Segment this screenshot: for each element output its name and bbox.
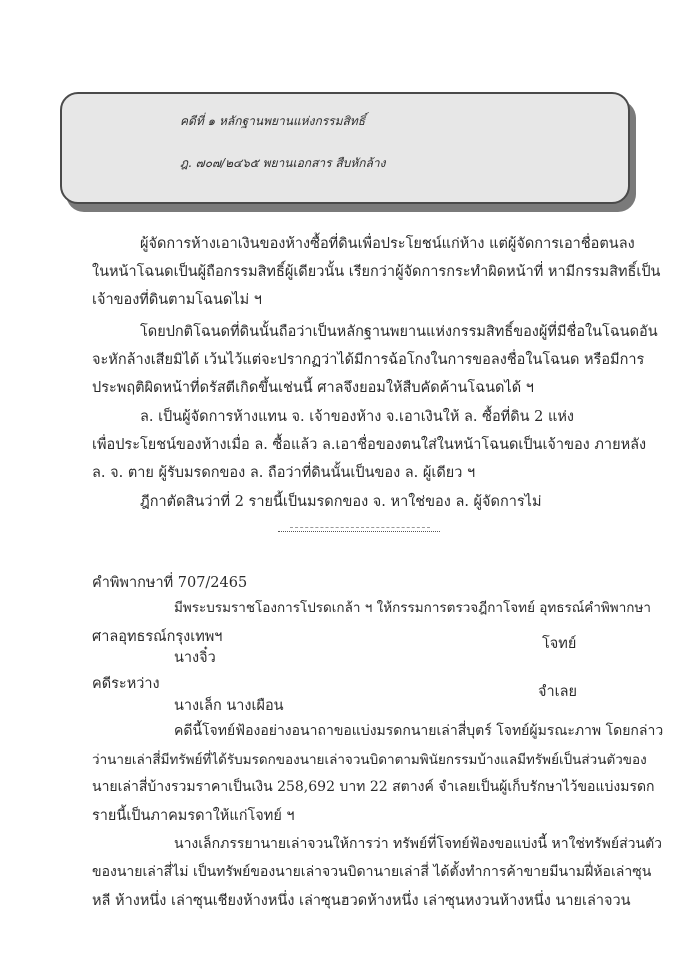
summary-line: ประพฤติผิดหน้าที่ดรัสตีเกิดขึ้นเช่นนี้ ศาลจึงยอมให้สืบคัดค้านโฉนดได้ ฯ (92, 380, 534, 396)
judgment-body-line: นายเล่าสี่บ้างรวมราคาเป็นเงิน 258,692 บาท 22 สตางค์ จำเลยเป็นผู้เก็บรักษาไว้ขอแบ่งมรดก (92, 779, 655, 795)
summary-line: เพื่อประโยชน์ของห้างเมื่อ ล. ซื้อแล้ว ล.เอาชื่อของตนใส่ในหน้าโฉนดเป็นเจ้าของ ภายหลัง (92, 437, 647, 453)
defendant-names: นางเล็ก นางเผือน (174, 698, 284, 714)
case-citation: ฎ. ๗๐๗/๒๔๖๕ พยานเอกสาร สืบหักล้าง (180, 156, 386, 170)
defendant-label: จำเลย (538, 684, 577, 700)
judgment-body-line: หลี ห้างหนึ่ง เล่าซุนเชียงห้างหนึ่ง เล่าซุนฮวดห้างหนึ่ง เล่าซุนหงวนห้างหนึ่ง นายเล่าจวน (92, 893, 631, 909)
title-box (60, 92, 630, 204)
judgment-body-line: คดีนี้โจทย์ฟ้องอย่างอนาถาขอแบ่งมรดกนายเล่าสี่บุตร์ โจทย์ผู้มรณะภาพ โดยกล่าว (174, 723, 664, 739)
summary-line: ล. เป็นผู้จัดการห้างแทน จ. เจ้าของห้าง จ.เอาเงินให้ ล. ซื้อที่ดิน 2 แห่ง (140, 409, 574, 425)
court-name: ศาลอุทธรณ์กรุงเทพฯ (92, 629, 223, 645)
royal-order-line: มีพระบรมราชโองการโปรดเกล้า ฯ ให้กรรมการตรวจฎีกาโจทย์ อุทธรณ์คำพิพากษา (174, 600, 651, 616)
judgment-body-line: รายนี้เป็นภาคมรดาให้แก่โจทย์ ฯ (92, 808, 295, 824)
summary-line: ล. จ. ตาย ผู้รับมรดกของ ล. ถือว่าที่ดินนั้นเป็นของ ล. ผู้เดียว ฯ (92, 465, 476, 481)
judgment-body-line: ของนายเล่าสี่ไม่ เป็นทรัพย์ของนายเล่าจวนบิดานายเล่าสี่ ได้ตั้งทำการค้าขายมีนามฝี่ห้อเล่าซุน (92, 864, 652, 880)
judgment-number: คำพิพากษาที่ 707/2465 (92, 575, 248, 591)
judgment-body-line: ว่านายเล่าสี่มีทรัพย์ที่ได้รับมรดกของนายเล่าจวนบิดาตามพินัยกรรมบ้างแลมีทรัพย์เป็นส่วนตัวของ (92, 752, 647, 768)
judgment-body-line: นางเล็กภรรยานายเล่าจวนให้การว่า ทรัพย์ที่โจทย์ฟ้องขอแบ่งนี้ หาใช่ทรัพย์ส่วนตัว (174, 836, 663, 852)
summary-line: ผู้จัดการห้างเอาเงินของห้างซื้อที่ดินเพื่อประโยชน์แก่ห้าง แต่ผู้จัดการเอาชื่อตนลง (140, 236, 635, 252)
section-divider (278, 531, 440, 532)
section-divider-dash (290, 527, 430, 528)
case-title: คดีที่ ๑ หลักฐานพยานแห่งกรรมสิทธิ์ (180, 114, 366, 128)
summary-line: เจ้าของที่ดินตามโฉนดไม่ ฯ (92, 292, 262, 308)
summary-line: ฎีกาตัดสินว่าที่ 2 รายนี้เป็นมรดกของ จ. หาใช่ของ ล. ผู้จัดการไม่ (140, 494, 542, 510)
summary-line: จะหักล้างเสียมิได้ เว้นไว้แต่จะปรากฏว่าได้มีการฉ้อโกงในการขอลงชื่อในโฉนด หรือมีการ (92, 352, 645, 368)
plaintiff-label: โจทย์ (542, 636, 577, 652)
summary-line: ในหน้าโฉนดเป็นผู้ถือกรรมสิทธิ์ผู้เดียวนั้น เรียกว่าผู้จัดการกระทำผิดหน้าที่ หามีกรรมสิทธิ์เป็น (92, 264, 661, 280)
summary-line: โดยปกติโฉนดที่ดินนั้นถือว่าเป็นหลักฐานพยานแห่งกรรมสิทธิ์ของผู้ที่มีชื่อในโฉนดอัน (140, 324, 658, 340)
plaintiff-name: นางจิ๋ว (174, 650, 216, 666)
between-label: คดีระหว่าง (92, 676, 160, 692)
